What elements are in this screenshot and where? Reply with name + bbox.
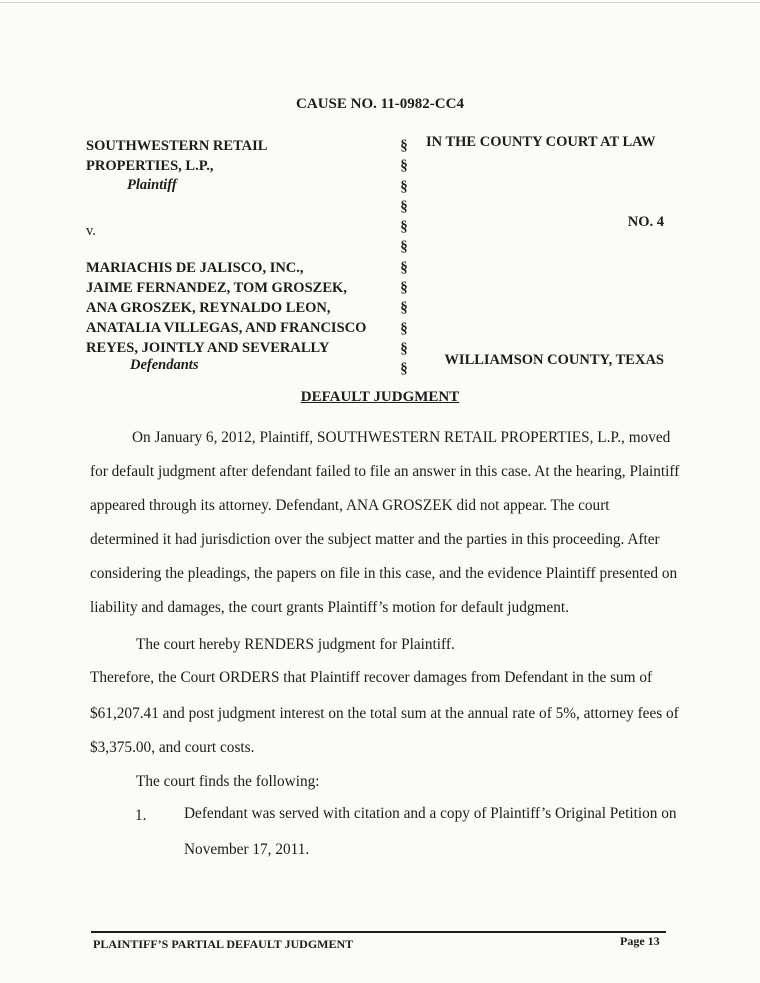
section-mark: §	[400, 219, 408, 236]
section-mark: §	[400, 340, 408, 357]
paragraph-1-line-3: appeared through its attorney. Defendant, ANA GROSZEK did not appear. The court	[90, 497, 610, 514]
page-edge-line	[0, 2, 760, 3]
section-mark: §	[400, 198, 408, 215]
defendant-line-5: REYES, JOINTLY AND SEVERALLY	[86, 340, 330, 356]
defendant-role: Defendants	[130, 357, 199, 373]
section-mark: §	[400, 138, 408, 154]
defendant-line-4: ANATALIA VILLEGAS, AND FRANCISCO	[86, 320, 367, 336]
versus-label: v.	[86, 223, 96, 239]
defendant-line-3: ANA GROSZEK, REYNALDO LEON,	[86, 300, 331, 316]
defendant-line-2: JAIME FERNANDEZ, TOM GROSZEK,	[86, 280, 347, 296]
section-mark: §	[400, 178, 408, 195]
paragraph-1-line-2: for default judgment after defendant failed to file an answer in this case. At the hearing, Plaintiff	[90, 463, 680, 480]
case-caption	[0, 136, 760, 376]
defendant-line-1: MARIACHIS DE JALISCO, INC.,	[86, 260, 304, 276]
section-mark: §	[400, 259, 408, 276]
section-mark: §	[400, 320, 408, 337]
finding-1-line-1: Defendant was served with citation and a copy of Plaintiff’s Original Petition on	[184, 805, 677, 822]
document-heading: DEFAULT JUDGMENT	[300, 389, 460, 405]
footer-page-number: Page 13	[620, 934, 660, 948]
finding-1-line-2: November 17, 2011.	[184, 841, 310, 858]
paragraph-1-line-1: On January 6, 2012, Plaintiff, SOUTHWESTERN RETAIL PROPERTIES, L.P., moved	[132, 429, 671, 446]
finding-1-number: 1.	[135, 807, 147, 824]
footer-rule	[91, 931, 666, 933]
county-name: WILLIAMSON COUNTY, TEXAS	[444, 352, 664, 368]
section-mark: §	[400, 300, 408, 317]
section-mark: §	[400, 239, 408, 256]
paragraph-1-line-6: liability and damages, the court grants Plaintiff’s motion for default judgment.	[90, 599, 569, 616]
court-name: IN THE COUNTY COURT AT LAW	[426, 134, 656, 150]
paragraph-1-line-4: determined it had jurisdiction over the subject matter and the parties in this proceeding. After	[90, 531, 660, 548]
plaintiff-line-2: PROPERTIES, L.P.,	[86, 158, 214, 174]
plaintiff-line-1: SOUTHWESTERN RETAIL	[86, 138, 268, 154]
section-mark: §	[400, 361, 408, 378]
paragraph-3-line-3: $3,375.00, and court costs.	[90, 739, 255, 756]
footer-title: PLAINTIFF’S PARTIAL DEFAULT JUDGMENT	[93, 937, 354, 951]
section-mark-column	[397, 136, 411, 380]
paragraph-2: The court hereby RENDERS judgment for Plaintiff.	[136, 636, 455, 653]
paragraph-4: The court finds the following:	[136, 773, 320, 790]
paragraph-3-line-1: Therefore, the Court ORDERS that Plaintiff recover damages from Defendant in the sum of	[90, 669, 653, 686]
section-mark: §	[400, 280, 408, 297]
paragraph-3-line-2: $61,207.41 and post judgment interest on the total sum at the annual rate of 5%, attorney fees of	[90, 705, 679, 722]
cause-number: CAUSE NO. 11-0982-CC4	[296, 96, 464, 112]
paragraph-1-line-5: considering the pleadings, the papers on file in this case, and the evidence Plaintiff presented on	[90, 565, 678, 582]
court-number: NO. 4	[627, 214, 664, 230]
section-mark: §	[400, 158, 408, 175]
plaintiff-role: Plaintiff	[127, 177, 177, 193]
